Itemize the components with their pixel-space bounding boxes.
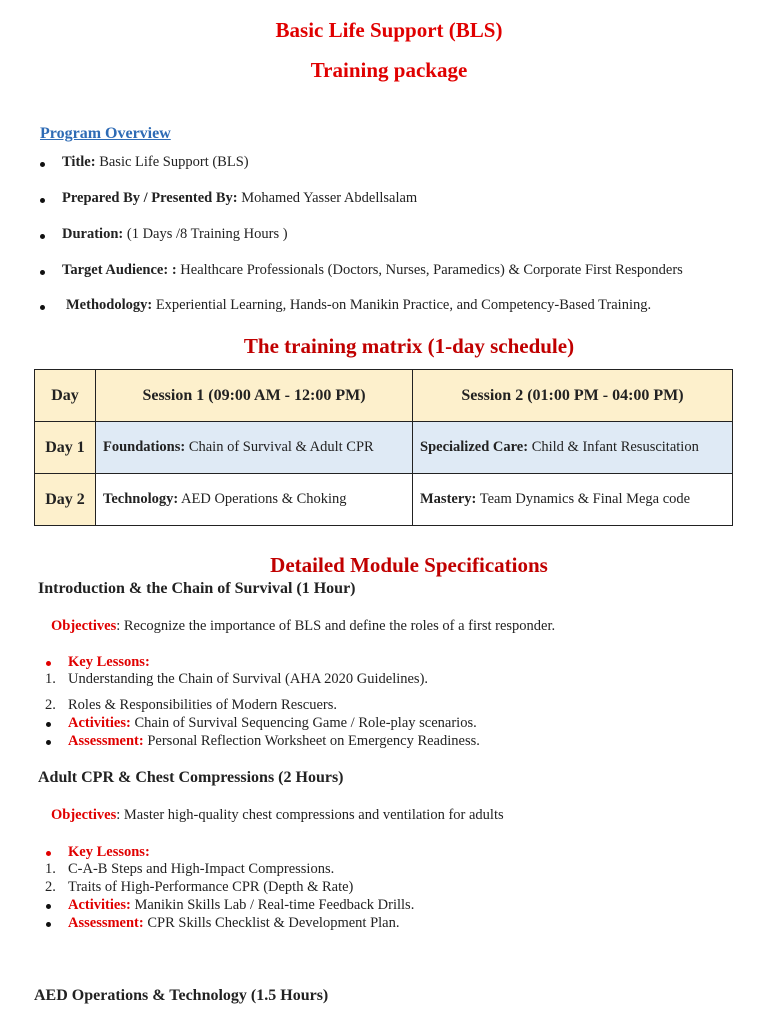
overview-item-prepared-by: Prepared By / Presented By: Mohamed Yasser Abdellsalam (62, 190, 418, 206)
list-item: Understanding the Chain of Survival (AHA 2020 Guidelines). (68, 671, 429, 687)
list-number: 1. (45, 671, 56, 687)
module-objectives: Objectives: Recognize the importance of BLS and define the roles of a first responder. (51, 618, 556, 634)
module-objectives: Objectives: Master high-quality chest compressions and ventilation for adults (51, 807, 504, 823)
list-number: 1. (45, 861, 56, 877)
table-row (35, 474, 733, 526)
module-title: Adult CPR & Chest Compressions (2 Hours) (38, 769, 344, 786)
module-activities: Activities: Chain of Survival Sequencing Game / Role-play scenarios. (68, 715, 477, 731)
list-item: C-A-B Steps and High-Impact Compressions. (68, 861, 335, 877)
header-session-1: Session 1 (09:00 AM - 12:00 PM) (96, 370, 413, 422)
table-header-row (35, 370, 733, 422)
bullet-icon (46, 922, 51, 927)
day-cell: Day 2 (35, 474, 96, 526)
document-subtitle: Training package (310, 58, 468, 82)
training-matrix-table (34, 369, 733, 526)
bullet-icon (40, 198, 45, 203)
module-activities: Activities: Manikin Skills Lab / Real-time Feedback Drills. (68, 897, 415, 913)
module-assessment: Assessment: CPR Skills Checklist & Development Plan. (68, 915, 400, 931)
program-overview-heading: Program Overview (40, 125, 171, 142)
bullet-icon (46, 722, 51, 727)
module-title: Introduction & the Chain of Survival (1 Hour) (38, 580, 356, 597)
day-cell: Day 1 (35, 422, 96, 474)
overview-item-target-audience: Target Audience: : Healthcare Professionals (Doctors, Nurses, Paramedics) & Corporate First Responders (62, 262, 683, 278)
header-day: Day (35, 370, 96, 422)
overview-item-title: Title: Basic Life Support (BLS) (62, 154, 249, 170)
bullet-icon (40, 234, 45, 239)
document-title: Basic Life Support (BLS) (275, 18, 503, 42)
list-item: Roles & Responsibilities of Modern Rescuers. (68, 697, 338, 713)
session-1-cell: Foundations: Chain of Survival & Adult CPR (96, 422, 413, 474)
list-item: Traits of High-Performance CPR (Depth & Rate) (68, 879, 354, 895)
bullet-icon (46, 740, 51, 745)
list-number: 2. (45, 697, 56, 713)
training-matrix-heading: The training matrix (1-day schedule) (243, 334, 575, 358)
session-2-cell: Specialized Care: Child & Infant Resuscitation (413, 422, 733, 474)
table-row (35, 422, 733, 474)
bullet-icon (46, 851, 51, 856)
list-number: 2. (45, 879, 56, 895)
bullet-icon (40, 305, 45, 310)
bullet-icon (40, 162, 45, 167)
module-assessment: Assessment: Personal Reflection Worksheet on Emergency Readiness. (68, 733, 480, 749)
key-lessons-label: Key Lessons: (68, 654, 150, 670)
key-lessons-label: Key Lessons: (68, 844, 150, 860)
bullet-icon (40, 270, 45, 275)
session-1-cell: Technology: AED Operations & Choking (96, 474, 413, 526)
overview-item-methodology: Methodology: Experiential Learning, Hands-on Manikin Practice, and Competency-Based Training. (66, 297, 652, 313)
module-title: AED Operations & Technology (1.5 Hours) (34, 987, 329, 1004)
session-2-cell: Mastery: Team Dynamics & Final Mega code (413, 474, 733, 526)
bullet-icon (46, 661, 51, 666)
header-session-2: Session 2 (01:00 PM - 04:00 PM) (413, 370, 733, 422)
bullet-icon (46, 904, 51, 909)
overview-item-duration: Duration: (1 Days /8 Training Hours ) (62, 226, 288, 242)
module-specs-heading: Detailed Module Specifications (270, 553, 548, 577)
